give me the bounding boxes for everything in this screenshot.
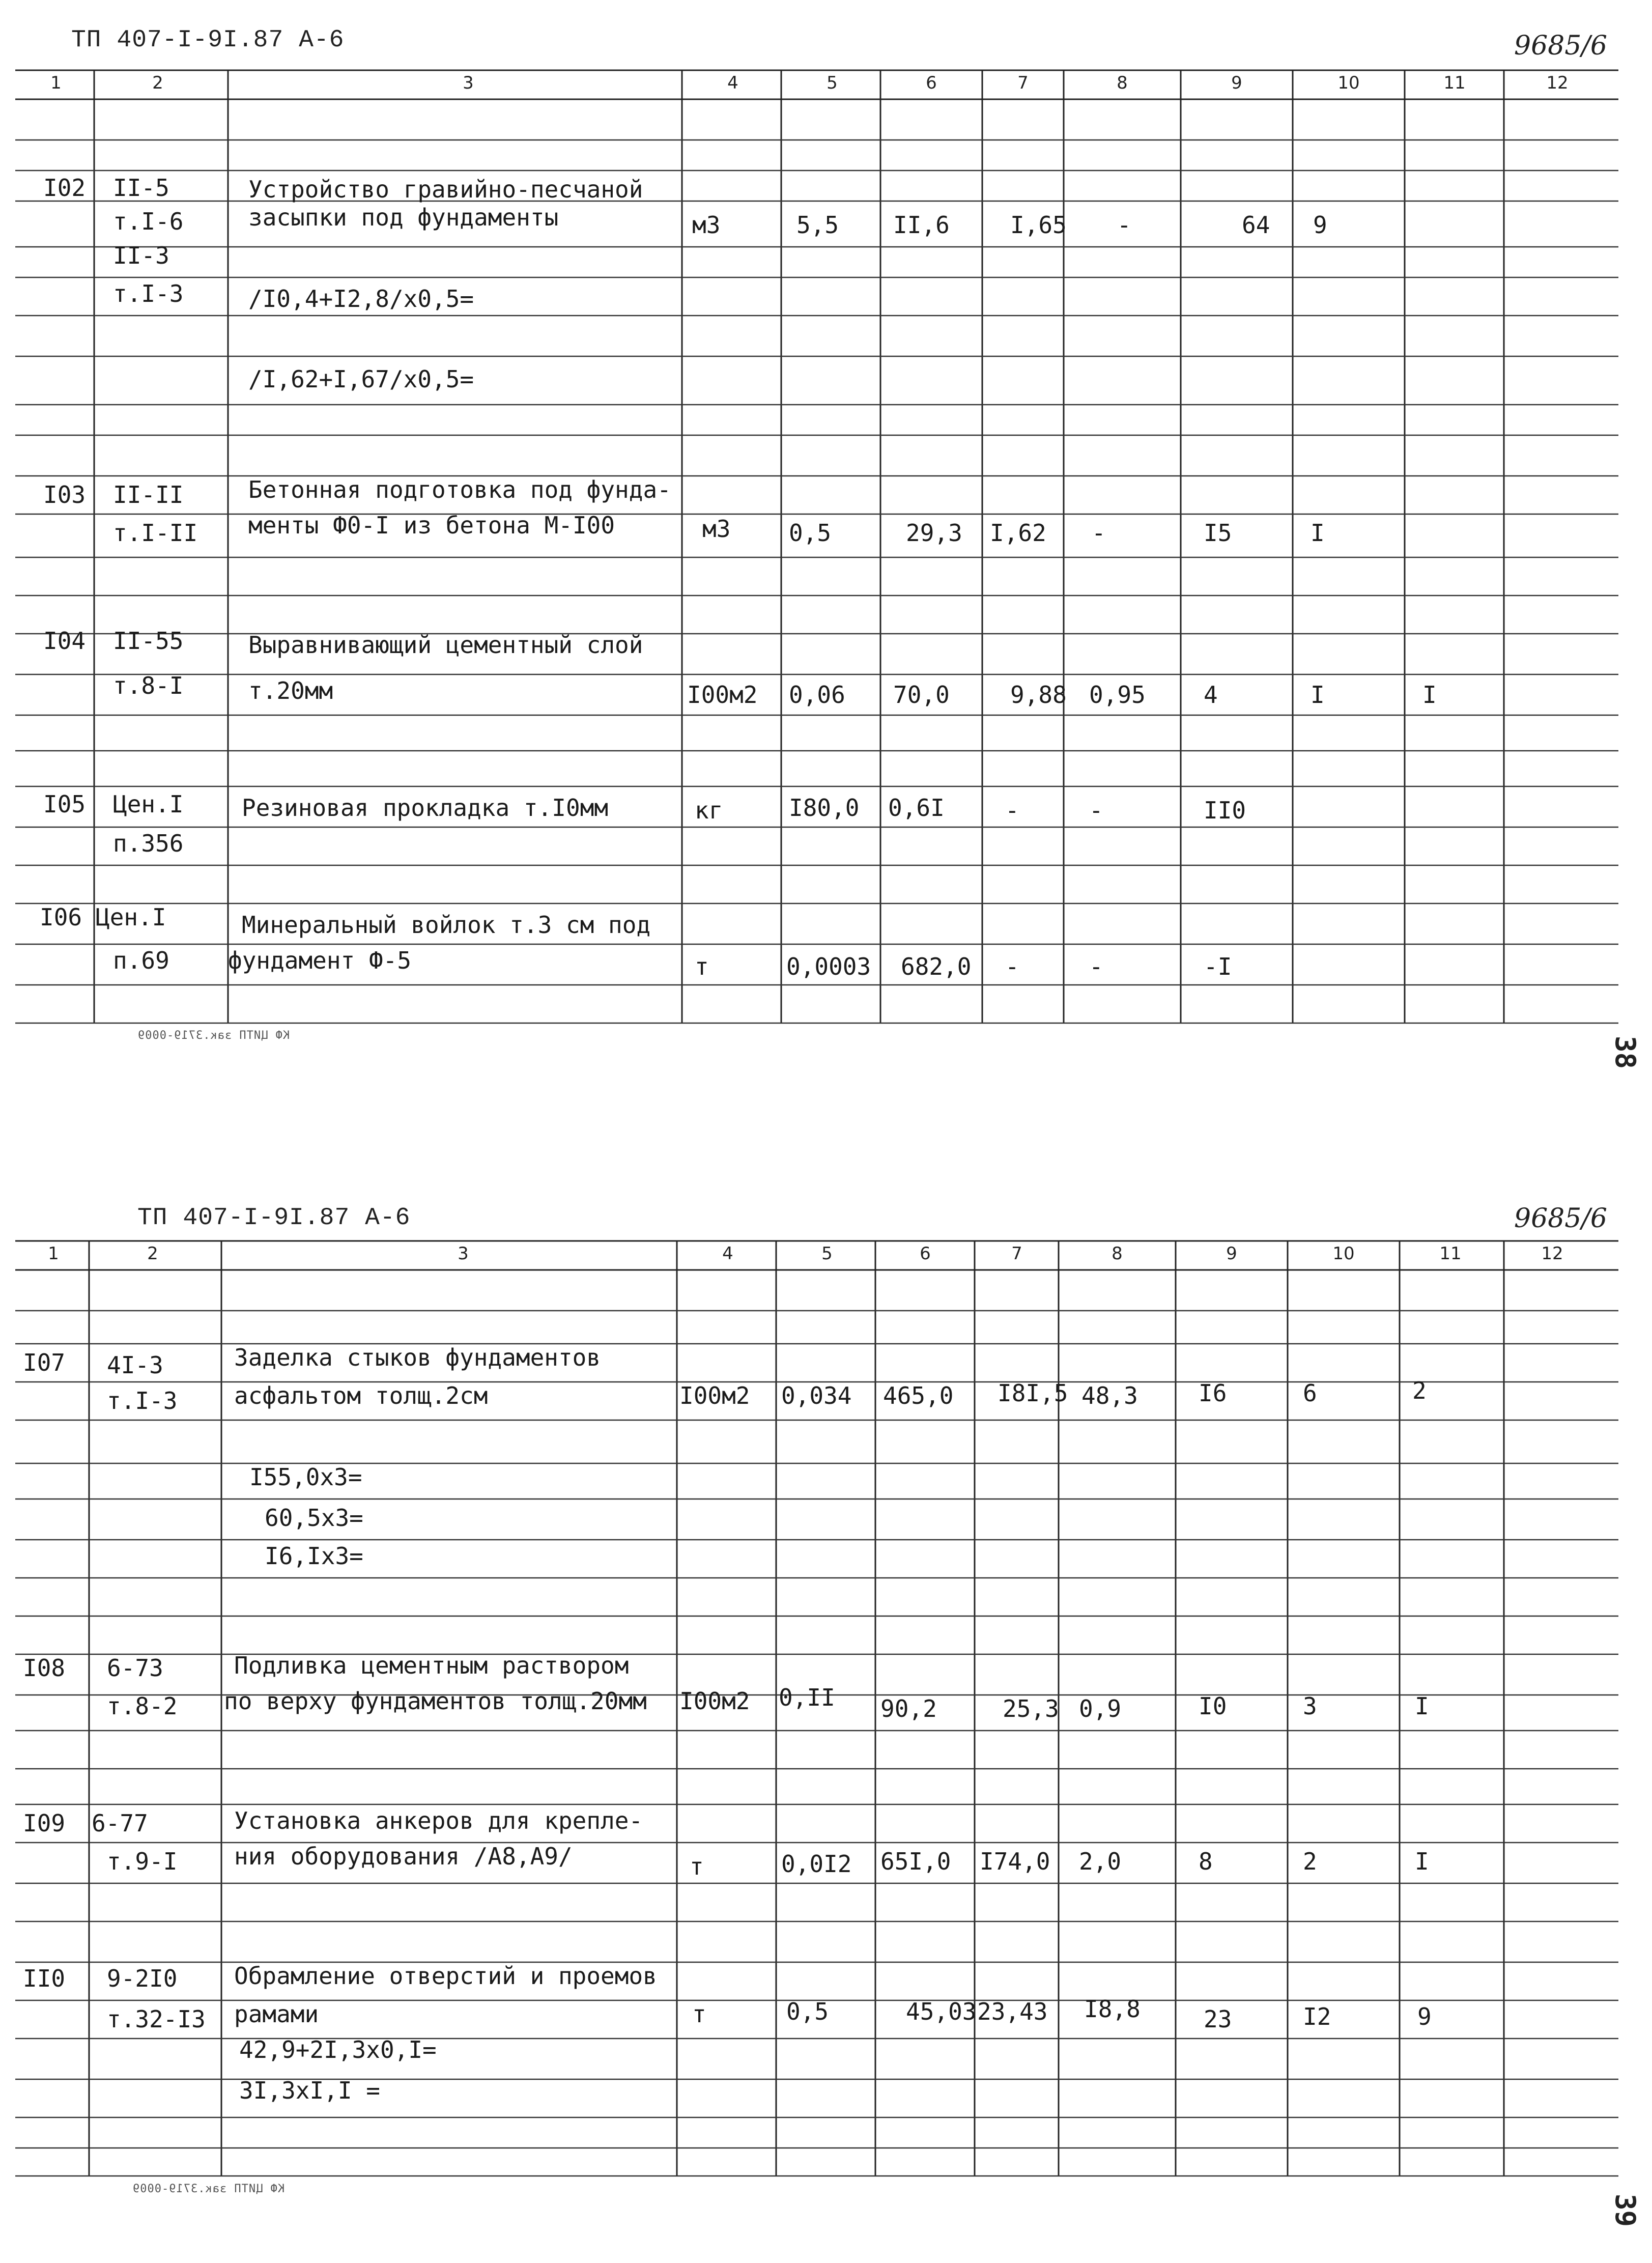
value-col7: 25,3 bbox=[1003, 1695, 1059, 1722]
column-header: 12 bbox=[1546, 73, 1569, 93]
value-col8: - bbox=[1089, 953, 1103, 980]
unit: т bbox=[690, 1853, 704, 1880]
norm-reference: т.I-3 bbox=[107, 1387, 178, 1415]
value-col9: 64 bbox=[1242, 211, 1270, 239]
norm-reference: т.8-I bbox=[113, 672, 184, 699]
norm-reference: II-II bbox=[113, 481, 184, 508]
row-number: I03 bbox=[43, 481, 86, 508]
value-col7: I,65 bbox=[1010, 211, 1067, 239]
calc-formula: 42,9+2I,3x0,I= bbox=[239, 2036, 437, 2063]
norm-reference: II-3 bbox=[113, 242, 169, 269]
norm-reference: II-5 bbox=[113, 174, 169, 202]
value-col10: I2 bbox=[1303, 2003, 1331, 2030]
value-col7: - bbox=[1005, 797, 1019, 824]
value-col6: II,6 bbox=[893, 211, 950, 239]
norm-reference: п.69 bbox=[113, 947, 169, 974]
quantity: 0,034 bbox=[781, 1382, 852, 1409]
sheet-number: 9685/6 bbox=[1514, 1203, 1607, 1234]
value-col8: 48,3 bbox=[1081, 1382, 1138, 1409]
column-header: 8 bbox=[1112, 1243, 1123, 1264]
work-description: асфальтом толщ.2см bbox=[234, 1382, 488, 1409]
value-col8: - bbox=[1092, 519, 1106, 547]
value-col6: 465,0 bbox=[883, 1382, 954, 1409]
column-header: 3 bbox=[458, 1243, 469, 1264]
work-description: рамами bbox=[234, 2000, 319, 2028]
value-col8: 0,95 bbox=[1089, 681, 1146, 709]
row-number: I07 bbox=[23, 1349, 66, 1376]
calc-formula: I55,0x3= bbox=[249, 1463, 362, 1491]
column-header: 3 bbox=[463, 73, 474, 93]
column-header: 6 bbox=[926, 73, 937, 93]
print-footer: КФ ЦИТП зак.3719-0009 bbox=[132, 2183, 285, 2195]
norm-reference: Цен.I bbox=[113, 790, 184, 818]
column-header: 6 bbox=[920, 1243, 931, 1264]
unit: т bbox=[692, 2000, 706, 2028]
unit: I00м2 bbox=[687, 681, 758, 709]
column-header: 1 bbox=[50, 73, 62, 93]
work-description: Выравнивающий цементный слой bbox=[248, 631, 643, 659]
value-col10: I bbox=[1311, 519, 1325, 547]
column-header: 1 bbox=[48, 1243, 59, 1264]
value-col11: 9 bbox=[1417, 2003, 1432, 2030]
unit: I00м2 bbox=[679, 1382, 750, 1409]
column-header: 9 bbox=[1231, 73, 1242, 93]
column-header: 12 bbox=[1541, 1243, 1563, 1264]
norm-reference: II-55 bbox=[113, 627, 184, 655]
value-col6: 0,6I bbox=[888, 794, 945, 822]
row-number: II0 bbox=[23, 1965, 66, 1992]
row-number: I09 bbox=[23, 1809, 66, 1837]
column-header: 7 bbox=[1011, 1243, 1022, 1264]
quantity: 0,II bbox=[779, 1684, 835, 1711]
value-col10: 6 bbox=[1303, 1379, 1317, 1407]
work-description: ния оборудования /А8,А9/ bbox=[234, 1843, 573, 1870]
unit: м3 bbox=[702, 515, 731, 543]
value-col8: - bbox=[1089, 797, 1103, 824]
column-header: 9 bbox=[1226, 1243, 1237, 1264]
norm-reference: т.I-3 bbox=[113, 280, 184, 307]
column-header: 5 bbox=[821, 1243, 833, 1264]
work-description: Заделка стыков фундаментов bbox=[234, 1344, 601, 1371]
quantity: 0,0I2 bbox=[781, 1850, 852, 1878]
column-header: 2 bbox=[147, 1243, 158, 1264]
value-col8: - bbox=[1117, 211, 1131, 239]
row-number: I06 bbox=[40, 903, 82, 931]
value-col6: 70,0 bbox=[893, 681, 950, 709]
unit: кг bbox=[695, 797, 723, 824]
sheet-page-39 bbox=[0, 1186, 1652, 2263]
value-col9: I6 bbox=[1199, 1379, 1227, 1407]
work-description: фундамент Ф-5 bbox=[228, 947, 412, 974]
value-col8: 0,9 bbox=[1079, 1695, 1122, 1722]
column-header: 5 bbox=[827, 73, 838, 93]
norm-reference: 6-77 bbox=[92, 1809, 148, 1837]
quantity: 0,0003 bbox=[786, 953, 871, 980]
value-col10: I bbox=[1311, 681, 1325, 709]
calc-formula: I6,Ix3= bbox=[265, 1542, 363, 1570]
value-col11: 2 bbox=[1412, 1377, 1427, 1404]
document-code: ТП 407-I-9I.87 А-6 bbox=[71, 26, 345, 54]
norm-reference: т.32-I3 bbox=[107, 2005, 206, 2033]
value-col8: I8,8 bbox=[1084, 1995, 1141, 2023]
value-col10: 2 bbox=[1303, 1848, 1317, 1875]
value-col7: I74,0 bbox=[980, 1848, 1050, 1875]
value-col9: 4 bbox=[1204, 681, 1218, 709]
value-col7: - bbox=[1005, 953, 1019, 980]
work-description: по верху фундаментов толщ.20мм bbox=[224, 1687, 647, 1715]
unit: м3 bbox=[692, 211, 721, 239]
page-number: 39 bbox=[1609, 2194, 1641, 2227]
quantity: 5,5 bbox=[796, 211, 839, 239]
quantity: I80,0 bbox=[789, 794, 860, 822]
row-number: I08 bbox=[23, 1654, 66, 1682]
work-description: Резиновая прокладка т.I0мм bbox=[242, 794, 609, 822]
work-description: т.20мм bbox=[248, 677, 333, 704]
norm-reference: 9-2I0 bbox=[107, 1965, 178, 1992]
value-col6: 65I,0 bbox=[880, 1848, 951, 1875]
work-description: засыпки под фундаменты bbox=[248, 204, 559, 231]
row-number: I05 bbox=[43, 790, 86, 818]
print-footer: КФ ЦИТП зак.3719-0009 bbox=[137, 1029, 290, 1042]
value-col8: 2,0 bbox=[1079, 1848, 1122, 1875]
norm-reference: Цен.I bbox=[96, 903, 166, 931]
unit: т bbox=[695, 953, 709, 980]
quantity: 0,5 bbox=[789, 519, 832, 547]
value-col7: 9,88 bbox=[1010, 681, 1067, 709]
column-header: 2 bbox=[152, 73, 163, 93]
value-col9: I0 bbox=[1199, 1692, 1227, 1720]
value-col6: 682,0 bbox=[901, 953, 972, 980]
value-col9: I5 bbox=[1204, 519, 1232, 547]
page-number: 38 bbox=[1609, 1036, 1641, 1069]
value-col9: II0 bbox=[1204, 797, 1246, 824]
value-col10: 9 bbox=[1313, 211, 1327, 239]
sheet-number: 9685/6 bbox=[1514, 31, 1607, 61]
work-description: Подливка цементным раствором bbox=[234, 1652, 629, 1679]
work-description: Минеральный войлок т.3 см под bbox=[242, 911, 651, 939]
value-col9: -I bbox=[1204, 953, 1232, 980]
work-description: Установка анкеров для крепле- bbox=[234, 1807, 643, 1834]
row-number: I02 bbox=[43, 174, 86, 202]
norm-reference: п.356 bbox=[113, 830, 184, 857]
value-col6: 45,03 bbox=[906, 1998, 977, 2025]
value-col9: 23 bbox=[1204, 2005, 1232, 2033]
unit: I00м2 bbox=[679, 1687, 750, 1715]
norm-reference: т.8-2 bbox=[107, 1692, 178, 1720]
value-col7: I,62 bbox=[990, 519, 1046, 547]
column-header: 4 bbox=[722, 1243, 733, 1264]
quantity: 0,06 bbox=[789, 681, 845, 709]
value-col6: 29,3 bbox=[906, 519, 962, 547]
calc-formula: /I,62+I,67/x0,5= bbox=[248, 365, 474, 393]
value-col6: 90,2 bbox=[880, 1695, 937, 1722]
work-description: Бетонная подготовка под фунда- bbox=[248, 476, 671, 503]
work-description: Обрамление отверстий и проемов bbox=[234, 1962, 657, 1990]
norm-reference: 4I-3 bbox=[107, 1351, 163, 1379]
sheet-page-38 bbox=[0, 0, 1652, 1125]
column-header: 4 bbox=[727, 73, 738, 93]
column-header: 7 bbox=[1017, 73, 1029, 93]
calc-formula: /I0,4+I2,8/x0,5= bbox=[248, 285, 474, 313]
norm-reference: т.I-II bbox=[113, 519, 198, 547]
value-col9: 8 bbox=[1199, 1848, 1213, 1875]
value-col11: I bbox=[1415, 1848, 1429, 1875]
column-header: 11 bbox=[1443, 73, 1466, 93]
column-header: 11 bbox=[1439, 1243, 1462, 1264]
document-code: ТП 407-I-9I.87 А-6 bbox=[137, 1204, 411, 1232]
column-header: 8 bbox=[1117, 73, 1128, 93]
norm-reference: т.I-6 bbox=[113, 208, 184, 235]
value-col10: 3 bbox=[1303, 1692, 1317, 1720]
quantity: 0,5 bbox=[786, 1998, 829, 2025]
norm-reference: 6-73 bbox=[107, 1654, 163, 1682]
value-col11: I bbox=[1415, 1692, 1429, 1720]
calc-formula: 60,5x3= bbox=[265, 1504, 363, 1532]
value-col11: I bbox=[1422, 681, 1437, 709]
work-description: Устройство гравийно-песчаной bbox=[248, 176, 643, 203]
row-number: I04 bbox=[43, 627, 86, 655]
norm-reference: т.9-I bbox=[107, 1848, 178, 1875]
work-description: менты Ф0-I из бетона М-I00 bbox=[248, 512, 615, 539]
column-header: 10 bbox=[1332, 1243, 1355, 1264]
column-header: 10 bbox=[1337, 73, 1360, 93]
value-col7: I8I,5 bbox=[998, 1379, 1068, 1407]
value-col7: 23,43 bbox=[977, 1998, 1048, 2025]
calc-formula: 3I,3xI,I = bbox=[239, 2077, 380, 2104]
